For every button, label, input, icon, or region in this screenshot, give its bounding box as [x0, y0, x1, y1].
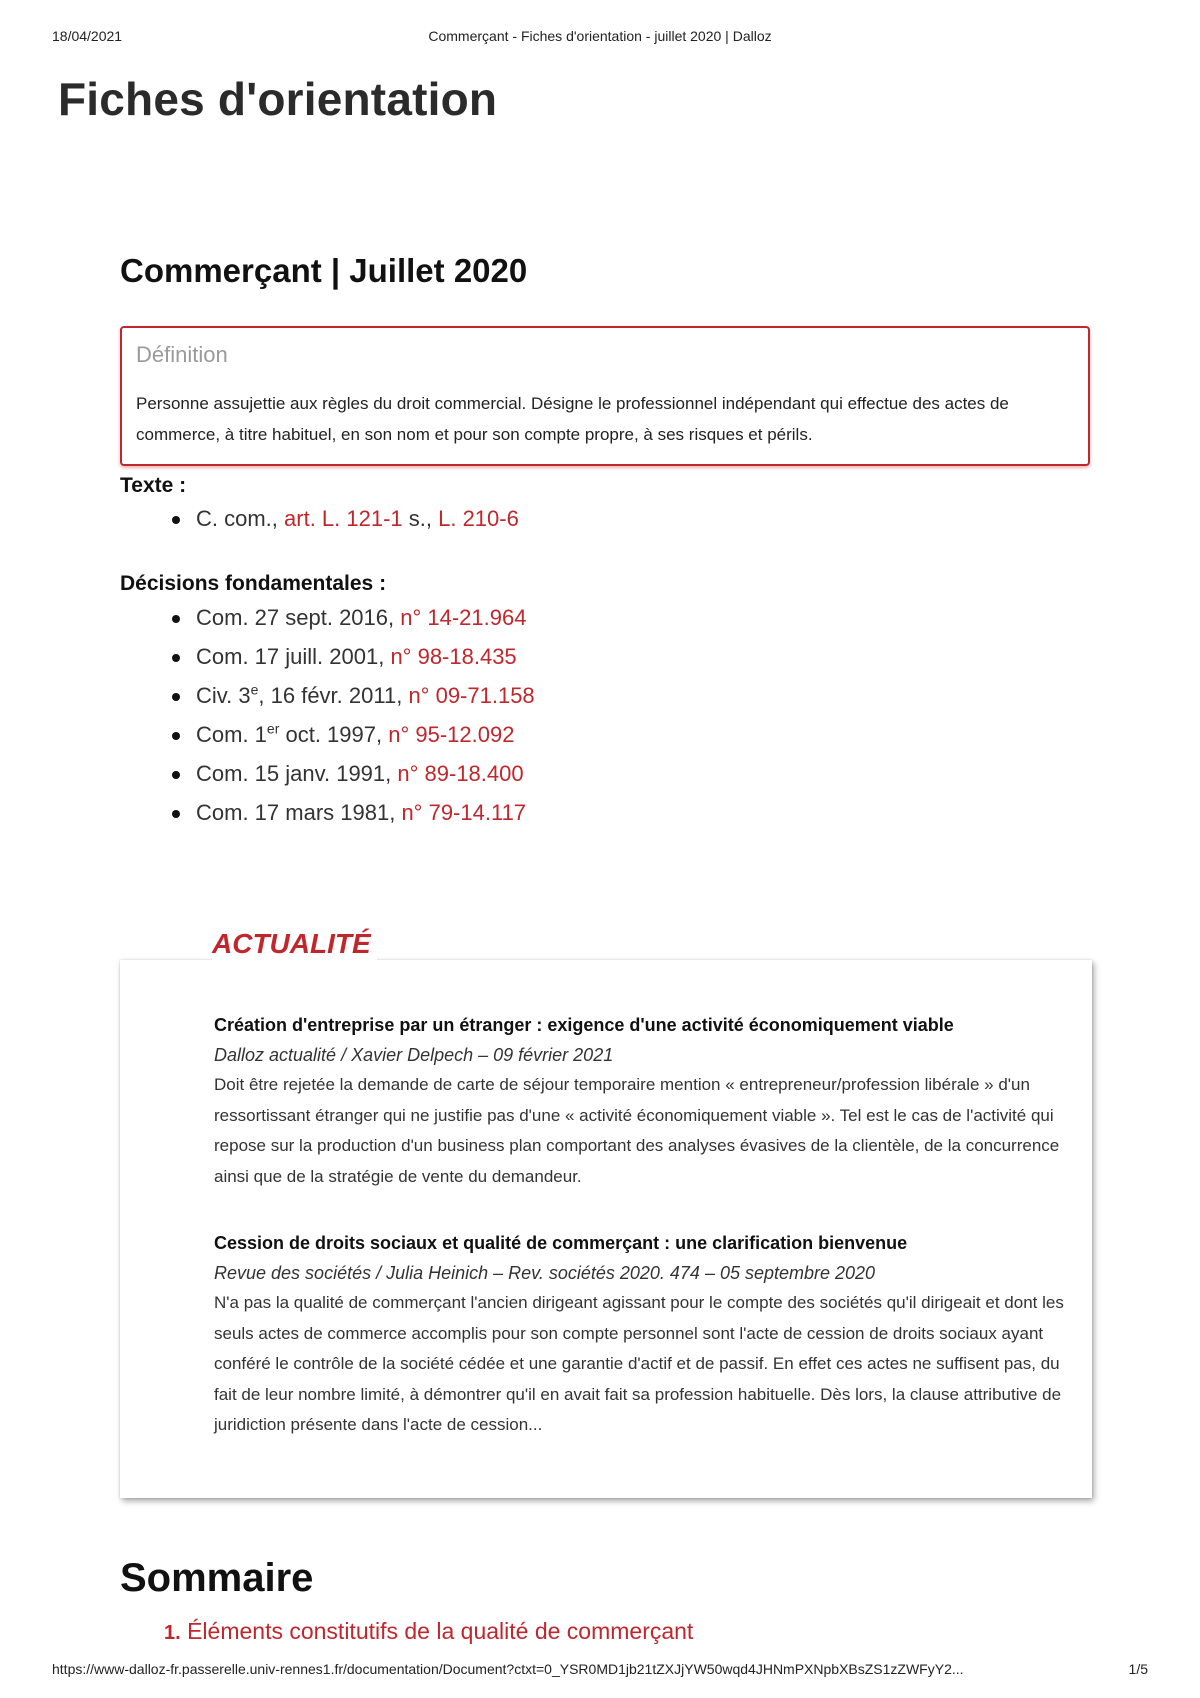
list-item: Com. 15 janv. 1991, n° 89-18.400: [168, 759, 535, 798]
code-link-l121-1[interactable]: art. L. 121-1: [284, 506, 403, 531]
definition-label: Définition: [136, 342, 228, 367]
print-header: [52, 28, 1148, 48]
news-article-summary: Doit être rejetée la demande de carte de séjour temporaire mention « entrepreneur/profession libérale » d'un ressortissant étranger qui ne justifie pas d'une « activité économiquement viable ». Tel est le cas de l'activité qui repose sur la production d'un business plan comportant des analyses évasives de la clientèle, de la concurrence ainsi que de la stratégie de vente du demandeur.: [214, 1075, 1060, 1186]
news-article-source: Dalloz actualité / Xavier Delpech – 09 février 2021: [214, 1045, 614, 1065]
news-article-title[interactable]: Cession de droits sociaux et qualité de commerçant : une clarification bienvenue: [214, 1233, 908, 1253]
decisions-label: Décisions fondamentales :: [120, 572, 387, 595]
news-article-title[interactable]: Création d'entreprise par un étranger : exigence d'une activité économiquement viable: [214, 1015, 954, 1035]
sommaire-heading: Sommaire: [120, 1556, 314, 1600]
toc-item: [164, 1618, 693, 1645]
news-article-summary: N'a pas la qualité de commerçant l'ancien dirigeant agissant pour le compte des sociétés qu'il dirigeait et dont les seuls actes de commerce accomplis pour son compte personnel sont l'acte de cession de droits sociaux ayant conféré le contrôle de la société cédée et une garantie d'actif et de passif. En effet ces actes ne suffisent pas, du fait de leur nombre limité, à démontrer qu'il en avait fait sa profession habituelle. Dès lors, la clause attributive de juridiction présente dans l'acte de cession...: [214, 1293, 1064, 1434]
decision-link[interactable]: n° 14-21.964: [400, 605, 527, 630]
actualite-heading: ACTUALITÉ: [212, 928, 377, 960]
actualite-card: [120, 960, 1092, 1498]
toc-item-number: 1.: [164, 1622, 181, 1644]
list-item: Com. 1er oct. 1997, n° 95-12.092: [168, 720, 535, 759]
news-article-source: Revue des sociétés / Julia Heinich – Rev. sociétés 2020. 474 – 05 septembre 2020: [214, 1263, 876, 1283]
code-link-l210-6[interactable]: L. 210-6: [438, 506, 519, 531]
texte-label: Texte :: [120, 474, 187, 497]
print-title: Commerçant - Fiches d'orientation - juillet 2020 | Dalloz: [428, 28, 772, 44]
decision-link[interactable]: n° 95-12.092: [388, 722, 515, 747]
print-date: 18/04/2021: [52, 28, 123, 44]
list-item: Com. 17 mars 1981, n° 79-14.117: [168, 798, 535, 837]
list-item: Com. 17 juill. 2001, n° 98-18.435: [168, 642, 535, 681]
news-article: [214, 1228, 1064, 1441]
decisions-list: [168, 603, 535, 837]
decision-link[interactable]: n° 89-18.400: [397, 761, 524, 786]
decision-link[interactable]: n° 09-71.158: [408, 683, 535, 708]
definition-box: [120, 326, 1090, 466]
page-number: 1/5: [1128, 1661, 1148, 1677]
news-article: [214, 1010, 1064, 1192]
list-item: C. com., art. L. 121-1 s., L. 210-6: [168, 504, 519, 543]
page-title: Fiches d'orientation: [58, 73, 498, 125]
decision-link[interactable]: n° 79-14.117: [401, 800, 527, 825]
toc-item-link[interactable]: Éléments constitutifs de la qualité de commerçant: [187, 1618, 694, 1644]
list-item: Com. 27 sept. 2016, n° 14-21.964: [168, 603, 535, 642]
list-item: Civ. 3e, 16 févr. 2011, n° 09-71.158: [168, 681, 535, 720]
decision-link[interactable]: n° 98-18.435: [390, 644, 517, 669]
texte-list: [168, 504, 519, 543]
print-url: https://www-dalloz-fr.passerelle.univ-rennes1.fr/documentation/Document?ctxt=0_YSR0MD1jb21tZXJjYW50wqd4JHNmPXNpbXBsZS1zZWFyY2...: [52, 1661, 964, 1677]
definition-text: Personne assujettie aux règles du droit commercial. Désigne le professionnel indépendant qui effectue des actes de commerce, à titre habituel, en son nom et pour son compte propre, à ses risques et périls.: [136, 394, 1009, 444]
fiche-title: Commerçant | Juillet 2020: [120, 252, 528, 289]
